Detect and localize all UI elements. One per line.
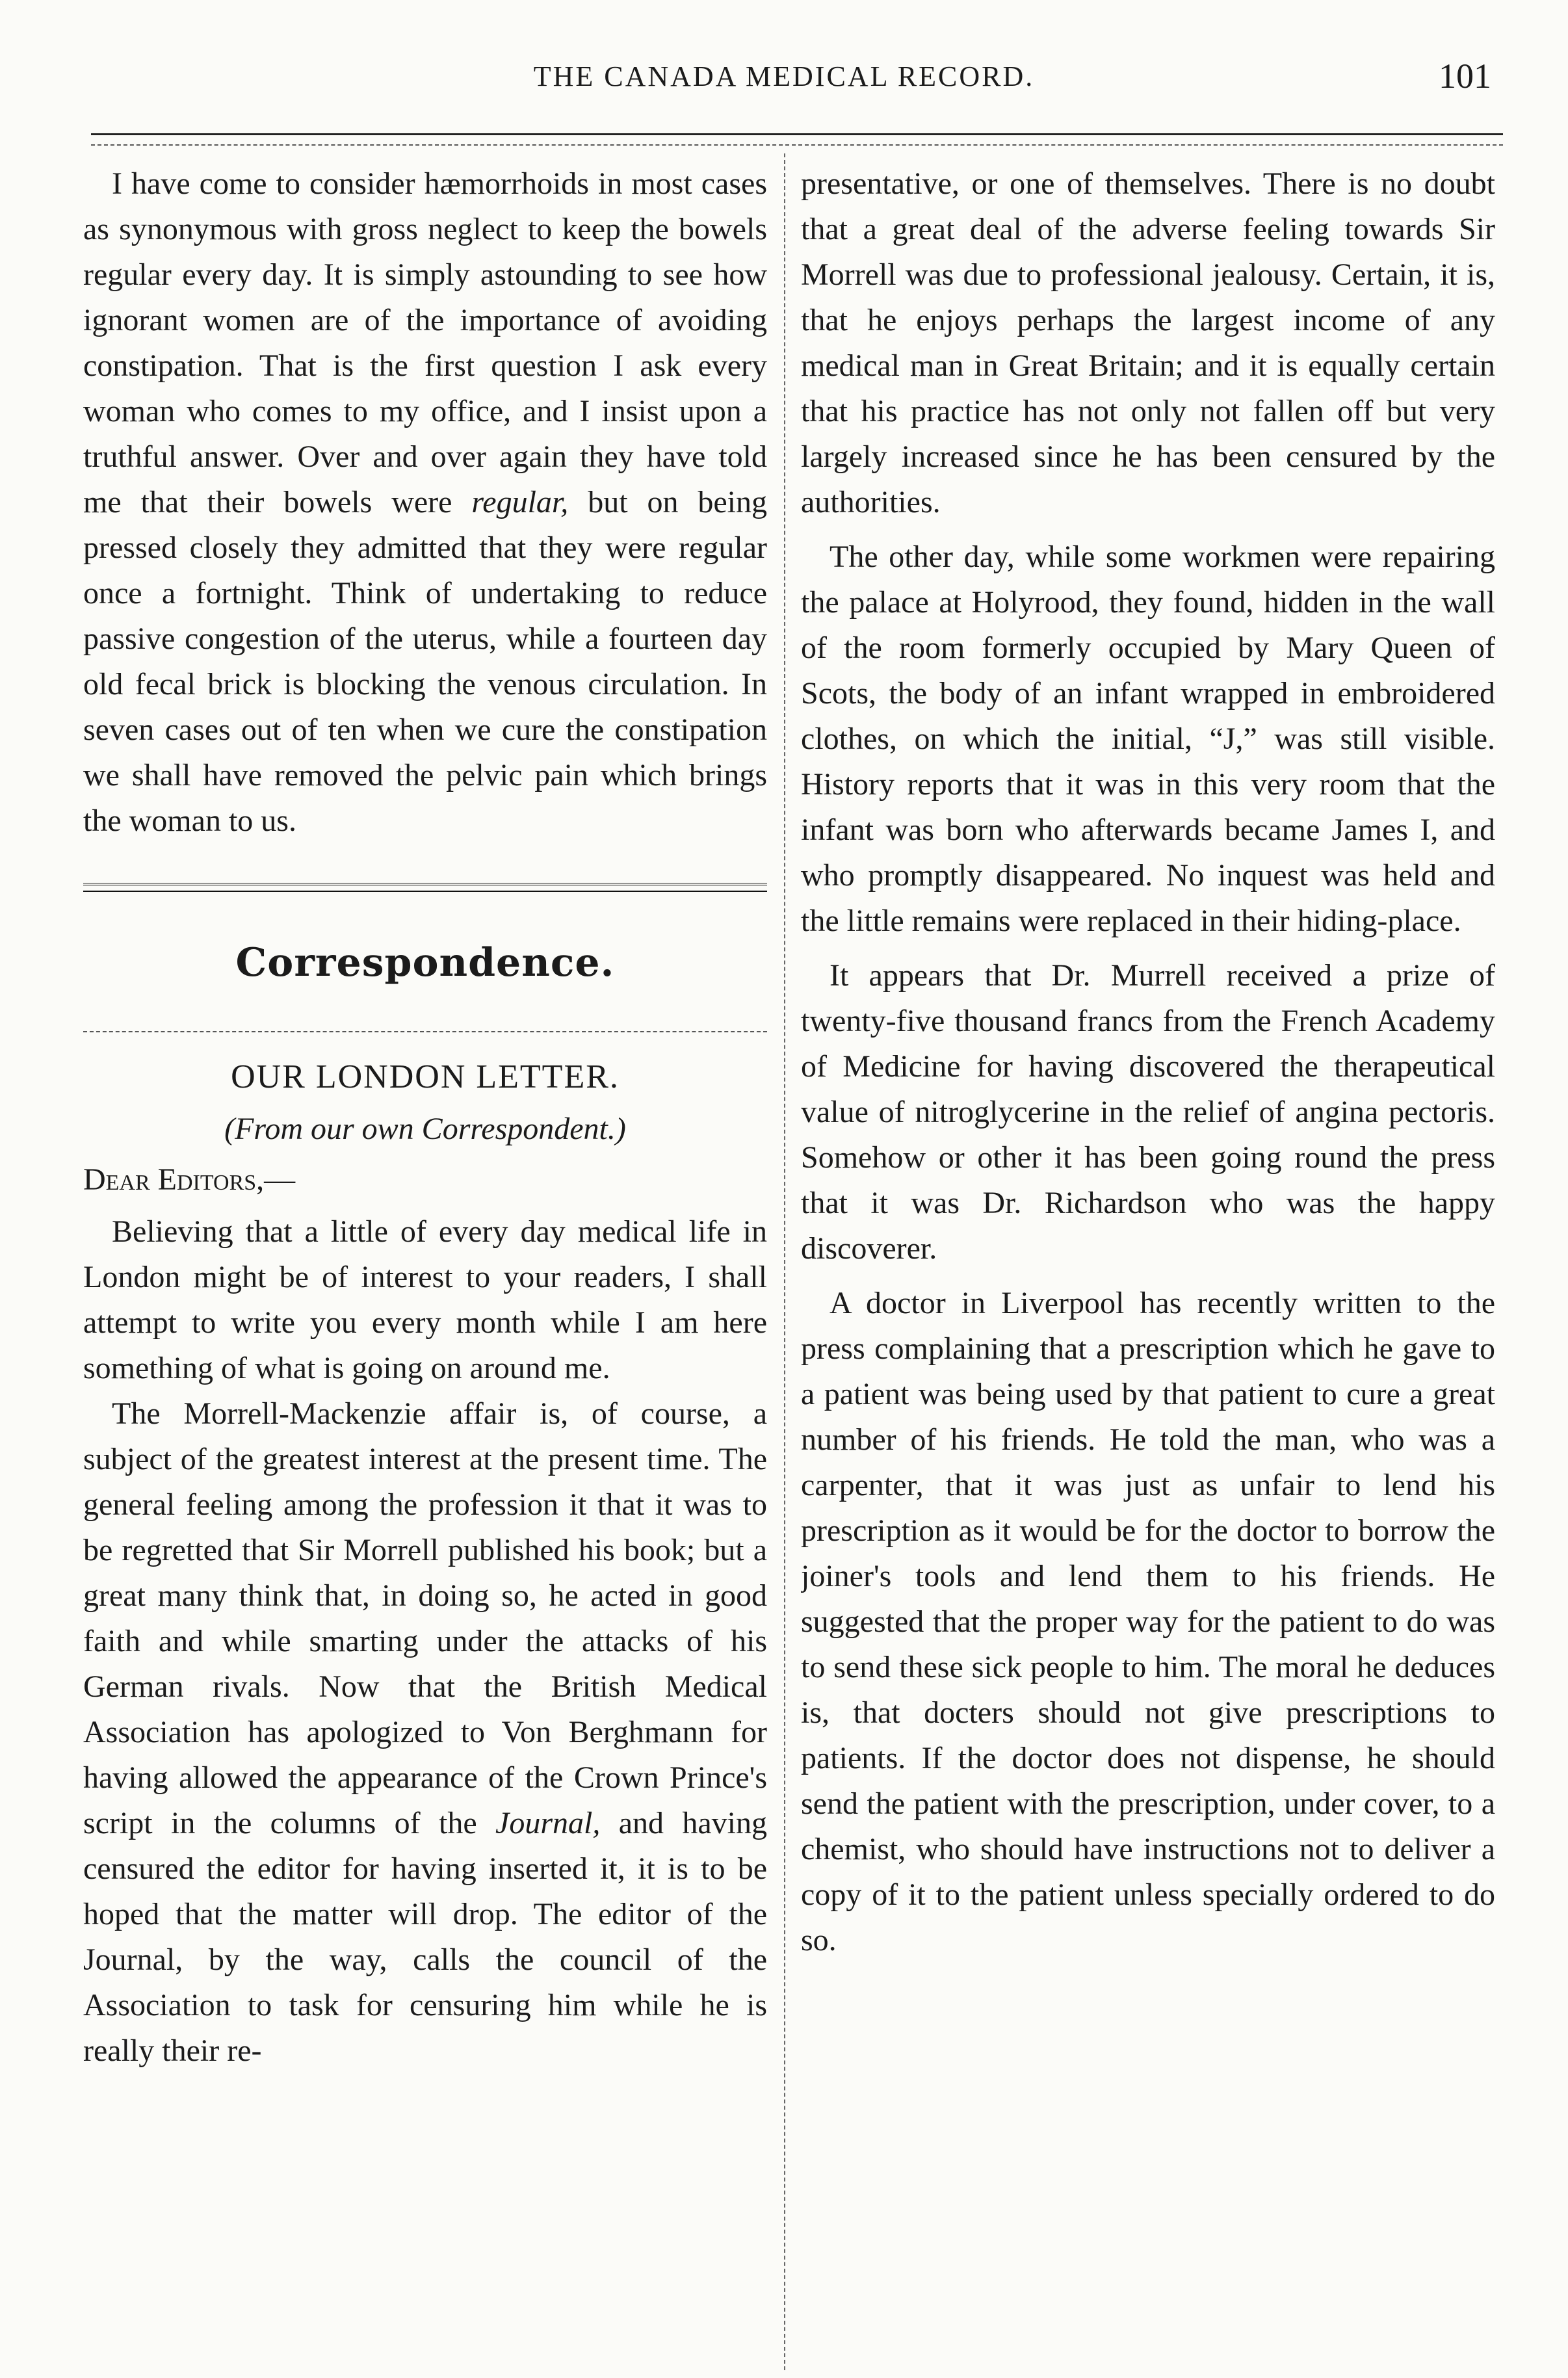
left-column: [83, 161, 767, 2345]
text: The Morrell-Mackenzie affair is, of course, a subject of the greatest interest at the present time. The general feeling among the profession it that it was to be regretted that Sir Morrell published his book; but a great many think that, in doing so, he acted in good faith and while smarting under the attacks of his German rivals. Now that the British Medical Association has apologized to Von Berghmann for having allowed the appearance of the Crown Prince's script in the columns of the: [83, 1396, 767, 1840]
text: and having censured the editor for having inserted it, it is to be hoped that the matter will drop. The editor of the Journal, by the way, calls the council of the Association to task for censuring him while he is really their re-: [83, 1806, 767, 2068]
emphasis: Journal,: [495, 1806, 601, 1840]
paragraph: presentative, or one of themselves. There is no doubt that a great deal of the adverse feeling towards Sir Morrell was due to professional jealousy. Certain, it is, that he enjoys perhaps the largest income of any medical man in Great Britain; and it is equally certain that his practice has not only not fallen off but very largely increased since he has been censured by the authorities.: [801, 166, 1495, 519]
running-title: THE CANADA MEDICAL RECORD.: [533, 60, 1035, 92]
article-byline: (From our own Correspondent.): [224, 1112, 626, 1146]
column-divider: [784, 153, 785, 2370]
salutation: Dear Editors,—: [83, 1162, 296, 1197]
emphasis: regular,: [471, 485, 569, 519]
paragraph: [83, 161, 767, 844]
paragraph: [83, 1391, 767, 2074]
header-rule: [91, 133, 1503, 135]
text: I have come to consider hæmorrhoids in most cases as synonymous with gross neglect to keep the bowels regular every day. It is simply astounding to see how ignorant women are of the importance of avoiding constipation. That is the first question I ask every woman who comes to my office, and I insist upon a truthful answer. Over and over again they have told me that their bowels were: [83, 166, 767, 519]
paragraph: A doctor in Liverpool has recently written to the press complaining that a prescription which he gave to a patient was being used by that patient to cure a great number of his friends. He told the man, who was a carpenter, that it was just as unfair to lend his prescription as it would be for the doctor to borrow the joiner's tools and lend them to his friends. He suggested that the proper way for the patient to do was to send these sick people to him. The moral he deduces is, that docters should not give prescriptions to patients. If the doctor does not dispense, he should send the patient with the prescription, under cover, to a chemist, who should have instructions not to deliver a copy of it to the patient unless specially ordered to do so.: [801, 1286, 1495, 1957]
section-divider: [83, 1031, 767, 1032]
right-column: [801, 161, 1495, 2345]
section-rule: [83, 883, 767, 892]
section-heading: Correspondence.: [235, 940, 615, 986]
header-rule-dashed: [91, 144, 1503, 146]
paragraph: The other day, while some workmen were repairing the palace at Holyrood, they found, hidden in the wall of the room formerly occupied by Mary Queen of Scots, the body of an infant wrapped in embroidered clothes, on which the initial, “J,” was still visible. History reports that it was in this very room that the infant was born who afterwards became James I, and who promptly disappeared. No inquest was held and the little remains were replaced in their hiding-place.: [801, 540, 1495, 938]
page-header: [0, 57, 1568, 105]
article-title: OUR LONDON LETTER.: [231, 1058, 620, 1095]
text: but on being pressed closely they admitted that they were regular once a fortnight. Think of undertaking to reduce passive congestion of the uterus, while a fourteen day old fecal brick is blocking the venous circulation. In seven cases out of ten when we cure the constipation we shall have removed the pelvic pain which brings the woman to us.: [83, 485, 767, 838]
paragraph: Believing that a little of every day medical life in London might be of interest to your readers, I shall attempt to write you every month while I am here something of what is going on around me.: [83, 1214, 767, 1385]
page-number: 101: [1439, 57, 1491, 96]
paragraph: It appears that Dr. Murrell received a prize of twenty-five thousand francs from the French Academy of Medicine for having discovered the therapeutical value of nitroglycerine in the relief of angina pectoris. Somehow or other it has been going round the press that it was Dr. Richardson who was the happy discoverer.: [801, 958, 1495, 1266]
